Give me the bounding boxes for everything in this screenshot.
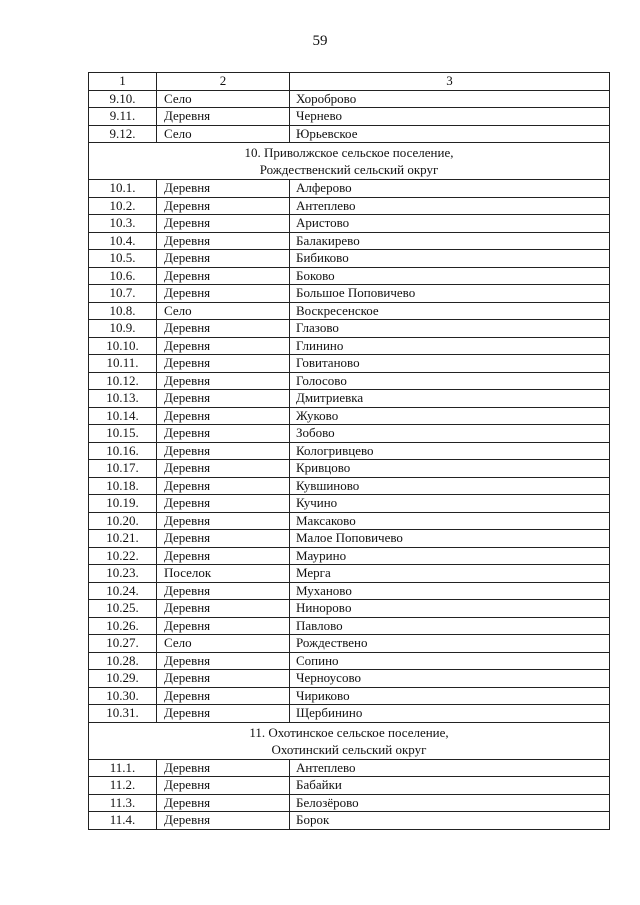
settlement-name: Белозёрово <box>290 794 610 812</box>
row-number: 11.3. <box>89 794 157 812</box>
row-number: 10.13. <box>89 390 157 408</box>
section-heading <box>89 722 610 759</box>
settlement-type: Деревня <box>157 530 290 548</box>
settlement-name: Алферово <box>290 180 610 198</box>
settlement-type: Деревня <box>157 337 290 355</box>
table-row <box>89 390 610 408</box>
settlement-name: Черноусово <box>290 670 610 688</box>
section-heading-row <box>89 722 610 759</box>
settlement-type: Деревня <box>157 372 290 390</box>
settlement-type: Деревня <box>157 652 290 670</box>
settlement-type: Деревня <box>157 687 290 705</box>
settlements-table <box>88 72 610 830</box>
table-row <box>89 232 610 250</box>
table-row <box>89 355 610 373</box>
settlement-type: Село <box>157 302 290 320</box>
table-row <box>89 302 610 320</box>
table-row <box>89 812 610 830</box>
settlement-name: Бабайки <box>290 777 610 795</box>
settlement-name: Чириково <box>290 687 610 705</box>
settlement-name: Маурино <box>290 547 610 565</box>
section-heading <box>89 143 610 180</box>
table-header-row <box>89 73 610 91</box>
row-number: 10.1. <box>89 180 157 198</box>
table-row <box>89 512 610 530</box>
settlement-name: Ниноровo <box>290 600 610 618</box>
row-number: 10.28. <box>89 652 157 670</box>
row-number: 10.21. <box>89 530 157 548</box>
row-number: 10.23. <box>89 565 157 583</box>
settlement-name: Жуково <box>290 407 610 425</box>
settlement-name: Голосово <box>290 372 610 390</box>
row-number: 10.2. <box>89 197 157 215</box>
row-number: 11.2. <box>89 777 157 795</box>
row-number: 10.4. <box>89 232 157 250</box>
table-row <box>89 600 610 618</box>
settlement-name: Дмитриевка <box>290 390 610 408</box>
settlement-name: Боково <box>290 267 610 285</box>
settlement-name: Павлово <box>290 617 610 635</box>
table-row <box>89 125 610 143</box>
row-number: 10.12. <box>89 372 157 390</box>
table-row <box>89 460 610 478</box>
row-number: 10.30. <box>89 687 157 705</box>
settlement-name: Кривцово <box>290 460 610 478</box>
row-number: 10.17. <box>89 460 157 478</box>
section-heading-line: Рождественский сельский округ <box>259 162 439 177</box>
settlement-type: Село <box>157 125 290 143</box>
section-heading-line: 10. Приволжское сельское поселение, <box>244 145 454 160</box>
row-number: 10.7. <box>89 285 157 303</box>
settlement-type: Деревня <box>157 108 290 126</box>
settlement-type: Деревня <box>157 250 290 268</box>
row-number: 9.10. <box>89 90 157 108</box>
row-number: 10.10. <box>89 337 157 355</box>
settlement-name: Антеплево <box>290 759 610 777</box>
settlement-name: Максаково <box>290 512 610 530</box>
table-row <box>89 652 610 670</box>
table-row <box>89 180 610 198</box>
row-number: 10.16. <box>89 442 157 460</box>
row-number: 10.8. <box>89 302 157 320</box>
settlement-name: Рождествено <box>290 635 610 653</box>
settlement-type: Деревня <box>157 407 290 425</box>
row-number: 10.11. <box>89 355 157 373</box>
column-header-3: 3 <box>290 73 610 91</box>
row-number: 11.4. <box>89 812 157 830</box>
settlement-type: Деревня <box>157 777 290 795</box>
table-row <box>89 372 610 390</box>
row-number: 10.22. <box>89 547 157 565</box>
row-number: 10.19. <box>89 495 157 513</box>
row-number: 9.11. <box>89 108 157 126</box>
row-number: 10.20. <box>89 512 157 530</box>
settlement-name: Борок <box>290 812 610 830</box>
row-number: 9.12. <box>89 125 157 143</box>
settlement-name: Зобово <box>290 425 610 443</box>
table-row <box>89 285 610 303</box>
settlement-type: Деревня <box>157 512 290 530</box>
settlement-type: Деревня <box>157 582 290 600</box>
row-number: 10.27. <box>89 635 157 653</box>
section-heading-line: 11. Охотинское сельское поселение, <box>249 724 449 740</box>
settlement-type: Деревня <box>157 705 290 723</box>
table-row <box>89 337 610 355</box>
row-number: 10.26. <box>89 617 157 635</box>
table-row <box>89 407 610 425</box>
table-row <box>89 794 610 812</box>
settlement-type: Деревня <box>157 759 290 777</box>
table-row <box>89 442 610 460</box>
settlement-name: Глинино <box>290 337 610 355</box>
settlement-type: Деревня <box>157 442 290 460</box>
settlement-name: Сопино <box>290 652 610 670</box>
row-number: 10.15. <box>89 425 157 443</box>
settlement-name: Воскресенское <box>290 302 610 320</box>
table-row <box>89 425 610 443</box>
table-row <box>89 495 610 513</box>
settlement-type: Деревня <box>157 215 290 233</box>
table-row <box>89 617 610 635</box>
settlement-name: Говитаново <box>290 355 610 373</box>
page-number: 59 <box>312 33 328 49</box>
table-row <box>89 687 610 705</box>
settlement-type: Деревня <box>157 460 290 478</box>
settlement-name: Муханово <box>290 582 610 600</box>
table-row <box>89 530 610 548</box>
settlement-type: Деревня <box>157 390 290 408</box>
table-row <box>89 759 610 777</box>
settlement-type: Деревня <box>157 232 290 250</box>
row-number: 10.25. <box>89 600 157 618</box>
settlement-name: Балакирево <box>290 232 610 250</box>
settlement-type: Деревня <box>157 495 290 513</box>
settlement-type: Деревня <box>157 197 290 215</box>
settlement-type: Деревня <box>157 180 290 198</box>
row-number: 10.29. <box>89 670 157 688</box>
row-number: 10.31. <box>89 705 157 723</box>
column-header-1: 1 <box>89 73 157 91</box>
settlement-name: Глазово <box>290 320 610 338</box>
settlement-name: Кучино <box>290 495 610 513</box>
column-header-2: 2 <box>157 73 290 91</box>
row-number: 10.9. <box>89 320 157 338</box>
table-row <box>89 477 610 495</box>
settlement-type: Деревня <box>157 670 290 688</box>
settlement-type: Деревня <box>157 794 290 812</box>
settlement-name: Малое Поповичево <box>290 530 610 548</box>
row-number: 10.18. <box>89 477 157 495</box>
section-heading-line: Охотинский сельский округ <box>271 741 427 757</box>
settlement-type: Деревня <box>157 547 290 565</box>
settlement-name: Большое Поповичево <box>290 285 610 303</box>
settlement-name: Бибиково <box>290 250 610 268</box>
table-row <box>89 267 610 285</box>
table-row <box>89 197 610 215</box>
table-row <box>89 320 610 338</box>
settlement-name: Кологривцево <box>290 442 610 460</box>
row-number: 10.24. <box>89 582 157 600</box>
settlement-type: Деревня <box>157 477 290 495</box>
settlement-type: Деревня <box>157 267 290 285</box>
settlement-type: Поселок <box>157 565 290 583</box>
table-row <box>89 670 610 688</box>
settlement-name: Щербинино <box>290 705 610 723</box>
settlement-type: Деревня <box>157 617 290 635</box>
row-number: 11.1. <box>89 759 157 777</box>
settlement-name: Антеплево <box>290 197 610 215</box>
settlement-type: Село <box>157 635 290 653</box>
settlement-type: Деревня <box>157 355 290 373</box>
settlement-type: Деревня <box>157 320 290 338</box>
row-number: 10.6. <box>89 267 157 285</box>
row-number: 10.3. <box>89 215 157 233</box>
table-row <box>89 108 610 126</box>
settlement-type: Деревня <box>157 285 290 303</box>
table-row <box>89 582 610 600</box>
table-row <box>89 635 610 653</box>
settlement-type: Деревня <box>157 425 290 443</box>
settlement-name: Аристово <box>290 215 610 233</box>
settlement-name: Юрьевское <box>290 125 610 143</box>
row-number: 10.14. <box>89 407 157 425</box>
settlement-type: Село <box>157 90 290 108</box>
table-row <box>89 250 610 268</box>
settlement-name: Хороброво <box>290 90 610 108</box>
settlement-type: Деревня <box>157 812 290 830</box>
settlement-name: Мерга <box>290 565 610 583</box>
settlement-type: Деревня <box>157 600 290 618</box>
table-row <box>89 565 610 583</box>
table-body <box>89 73 610 830</box>
table-row <box>89 215 610 233</box>
table-row <box>89 777 610 795</box>
settlement-name: Кувшиново <box>290 477 610 495</box>
section-heading-row <box>89 143 610 180</box>
row-number: 10.5. <box>89 250 157 268</box>
settlement-name: Чернево <box>290 108 610 126</box>
table-row <box>89 90 610 108</box>
table-row <box>89 705 610 723</box>
table-row <box>89 547 610 565</box>
